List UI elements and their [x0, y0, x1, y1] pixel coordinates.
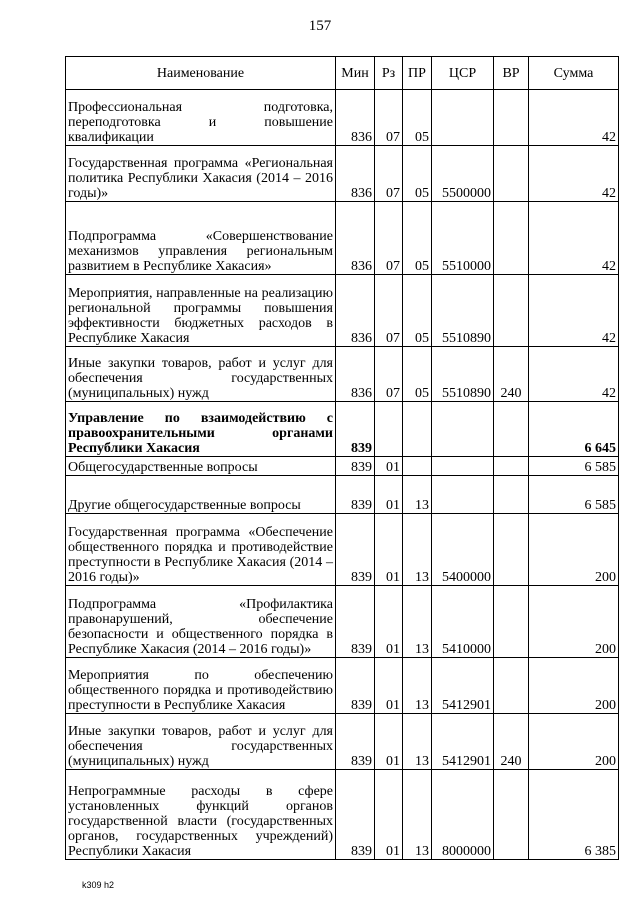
- page-number: 157: [308, 18, 332, 34]
- cell-sum: 6 585: [529, 457, 619, 476]
- cell-min: 836: [336, 275, 375, 347]
- cell-vr: [494, 90, 529, 146]
- cell-name: Мероприятия, направленные на реализацию региональной программы повышения эффективности бюджетных расходов в Республике Хакасия: [66, 275, 336, 347]
- table-row: [66, 202, 619, 275]
- cell-sum: 42: [529, 347, 619, 402]
- cell-min: 839: [336, 476, 375, 514]
- cell-pr: 05: [403, 202, 432, 275]
- header-min: Мин: [336, 57, 375, 90]
- footer-code: k309 h2: [82, 880, 115, 890]
- cell-name: Иные закупки товаров, работ и услуг для обеспечения государственных (муниципальных) нужд: [66, 714, 336, 770]
- cell-sum: 200: [529, 586, 619, 658]
- cell-min: 839: [336, 770, 375, 860]
- cell-sum: 42: [529, 146, 619, 202]
- cell-min: 836: [336, 146, 375, 202]
- cell-pr: [403, 402, 432, 457]
- cell-min: 836: [336, 202, 375, 275]
- cell-sum: 6 645: [529, 402, 619, 457]
- table-row: [66, 586, 619, 658]
- cell-vr: 240: [494, 347, 529, 402]
- cell-rz: 01: [375, 658, 403, 714]
- cell-sum: 6 385: [529, 770, 619, 860]
- cell-vr: [494, 770, 529, 860]
- table-row: [66, 457, 619, 476]
- cell-csr: 5510890: [432, 275, 494, 347]
- cell-pr: 05: [403, 275, 432, 347]
- cell-vr: [494, 146, 529, 202]
- cell-rz: 01: [375, 457, 403, 476]
- cell-min: 839: [336, 457, 375, 476]
- cell-csr: [432, 402, 494, 457]
- table-row: [66, 275, 619, 347]
- budget-table: [65, 56, 619, 860]
- cell-min: 839: [336, 514, 375, 586]
- cell-sum: 42: [529, 275, 619, 347]
- cell-name: Иные закупки товаров, работ и услуг для обеспечения государственных (муниципальных) нужд: [66, 347, 336, 402]
- cell-min: 839: [336, 402, 375, 457]
- cell-min: 836: [336, 347, 375, 402]
- cell-csr: 5400000: [432, 514, 494, 586]
- cell-pr: [403, 457, 432, 476]
- cell-csr: 5510890: [432, 347, 494, 402]
- cell-pr: 13: [403, 658, 432, 714]
- cell-vr: [494, 658, 529, 714]
- cell-csr: [432, 90, 494, 146]
- cell-rz: 01: [375, 586, 403, 658]
- cell-sum: 42: [529, 90, 619, 146]
- table-row: [66, 658, 619, 714]
- cell-name: Общегосударственные вопросы: [66, 457, 336, 476]
- cell-name: Подпрограмма «Профилактика правонарушений, обеспечение безопасности и общественного порядка в Республике Хакасия (2014 – 2016 годы)»: [66, 586, 336, 658]
- cell-name: Другие общегосударственные вопросы: [66, 476, 336, 514]
- table-header-row: [66, 57, 619, 90]
- cell-name: Мероприятия по обеспечению общественного порядка и противодействию преступности в Республике Хакасия: [66, 658, 336, 714]
- cell-csr: [432, 476, 494, 514]
- cell-name: Государственная программа «Обеспечение общественного порядка и противодействие преступности в Республике Хакасия (2014 – 2016 годы)»: [66, 514, 336, 586]
- header-pr: ПР: [403, 57, 432, 90]
- table-row: [66, 347, 619, 402]
- table-row: [66, 476, 619, 514]
- cell-vr: 240: [494, 714, 529, 770]
- cell-csr: [432, 457, 494, 476]
- cell-vr: [494, 402, 529, 457]
- cell-csr: 5412901: [432, 658, 494, 714]
- cell-rz: 01: [375, 714, 403, 770]
- cell-sum: 200: [529, 514, 619, 586]
- cell-pr: 05: [403, 146, 432, 202]
- cell-min: 839: [336, 658, 375, 714]
- cell-pr: 13: [403, 714, 432, 770]
- cell-vr: [494, 457, 529, 476]
- cell-rz: 01: [375, 514, 403, 586]
- cell-csr: 8000000: [432, 770, 494, 860]
- cell-name: Непрограммные расходы в сфере установленных функций органов государственной власти (государственных органов, государственных учреждений) Республики Хакасия: [66, 770, 336, 860]
- cell-csr: 5412901: [432, 714, 494, 770]
- cell-pr: 13: [403, 476, 432, 514]
- table-row: [66, 146, 619, 202]
- table-row: [66, 714, 619, 770]
- cell-rz: [375, 402, 403, 457]
- cell-vr: [494, 514, 529, 586]
- cell-rz: 07: [375, 347, 403, 402]
- cell-sum: 42: [529, 202, 619, 275]
- cell-csr: 5510000: [432, 202, 494, 275]
- cell-csr: 5500000: [432, 146, 494, 202]
- cell-vr: [494, 275, 529, 347]
- header-rz: Рз: [375, 57, 403, 90]
- cell-rz: 07: [375, 146, 403, 202]
- cell-pr: 13: [403, 514, 432, 586]
- cell-pr: 13: [403, 770, 432, 860]
- cell-name: Управление по взаимодействию с правоохранительными органами Республики Хакасия: [66, 402, 336, 457]
- cell-name: Государственная программа «Региональная политика Республики Хакасия (2014 – 2016 годы)»: [66, 146, 336, 202]
- cell-min: 839: [336, 586, 375, 658]
- cell-csr: 5410000: [432, 586, 494, 658]
- cell-rz: 07: [375, 275, 403, 347]
- cell-pr: 13: [403, 586, 432, 658]
- cell-rz: 01: [375, 770, 403, 860]
- cell-rz: 07: [375, 202, 403, 275]
- cell-rz: 07: [375, 90, 403, 146]
- header-name: Наименование: [66, 57, 336, 90]
- cell-name: Подпрограмма «Совершенствование механизмов управления региональным развитием в Республике Хакасия»: [66, 202, 336, 275]
- table-row: [66, 514, 619, 586]
- cell-name: Профессиональная подготовка, переподготовка и повышение квалификации: [66, 90, 336, 146]
- cell-min: 836: [336, 90, 375, 146]
- cell-min: 839: [336, 714, 375, 770]
- header-vr: ВР: [494, 57, 529, 90]
- table-row: [66, 770, 619, 860]
- cell-pr: 05: [403, 347, 432, 402]
- cell-rz: 01: [375, 476, 403, 514]
- table-row: [66, 402, 619, 457]
- table-row: [66, 90, 619, 146]
- cell-sum: 200: [529, 714, 619, 770]
- header-sum: Сумма: [529, 57, 619, 90]
- cell-pr: 05: [403, 90, 432, 146]
- cell-sum: 6 585: [529, 476, 619, 514]
- cell-vr: [494, 202, 529, 275]
- cell-vr: [494, 476, 529, 514]
- cell-sum: 200: [529, 658, 619, 714]
- cell-vr: [494, 586, 529, 658]
- header-csr: ЦСР: [432, 57, 494, 90]
